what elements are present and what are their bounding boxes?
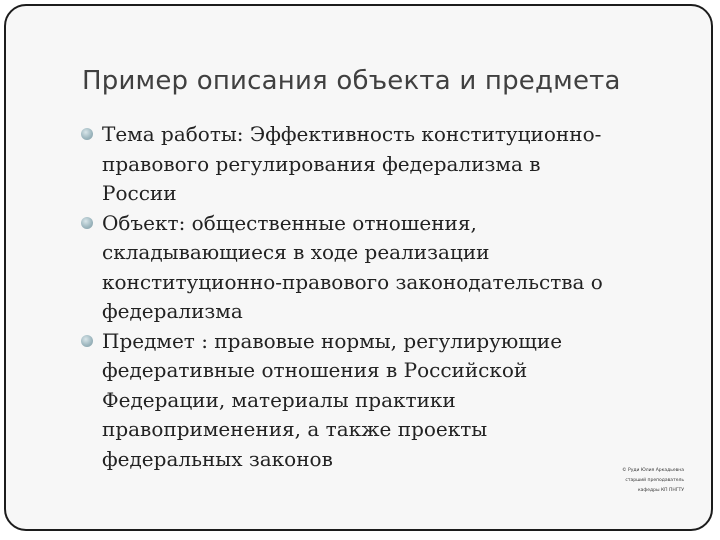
bullet-line: федеральных законов [102,446,333,471]
bullet-item-topic [80,120,680,209]
bullet-line: Объект: общественные отношения, [102,210,477,235]
bullet-item-subject [80,327,680,475]
bullet-line: правоприменения, а также проекты [102,417,488,441]
credit-line: © Руди Юлия Аркадьевна [622,468,684,473]
bullet-icon [81,217,93,229]
bullet-line: конституционно-правового законодательства о [102,269,603,294]
bullet-line: правового регулирования федерализма в [102,151,541,176]
bullet-line: складывающиеся в ходе реализации [102,240,490,264]
slide-title: Пример описания объекта и предмета [82,66,621,96]
bullet-line: Федерации, материалы практики [102,387,456,412]
credit-line: старший преподаватель [625,478,684,483]
author-credit [598,466,684,496]
bullet-line: Предмет : правовые нормы, регулирующие [102,328,563,353]
bullet-line: федеративные отношения в Российской [102,358,528,382]
bullet-line: Тема работы: Эффективность конституционно- [102,122,602,146]
credit-line: кафедры КП ПНГТУ [637,488,684,493]
bullet-list [80,120,680,474]
bullet-line: России [102,181,177,205]
bullet-icon [81,335,93,347]
bullet-line: федерализма [102,299,243,323]
bullet-icon [81,128,93,140]
bullet-item-object [80,209,680,327]
